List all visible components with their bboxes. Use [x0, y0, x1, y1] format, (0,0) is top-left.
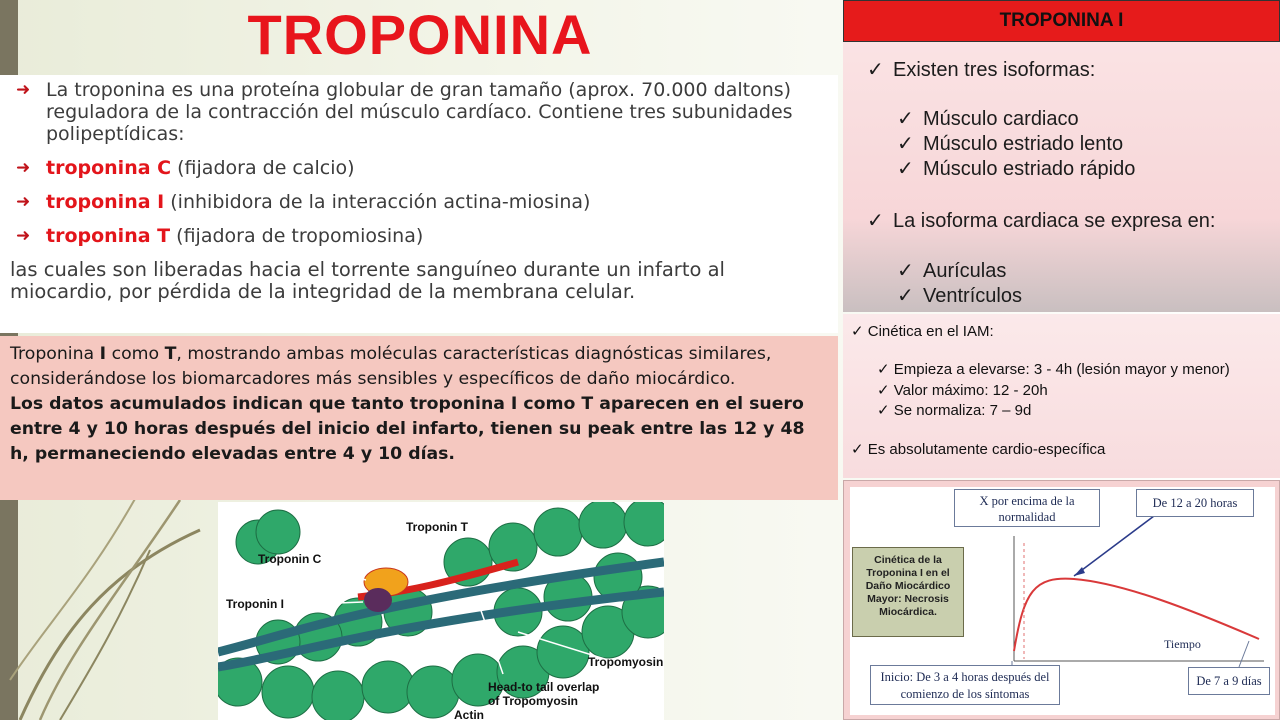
summary-text: Troponina I como T, mostrando ambas moléculas características diagnósticas similares, considerándose los biomarcadores más sensibles y específicos de daño miocárdico. — [10, 344, 772, 389]
troponina-i-panel — [843, 0, 1280, 312]
intro-bullet-0 — [10, 79, 824, 145]
check-icon: ✓ — [877, 402, 890, 419]
check-icon: ✓ — [897, 158, 914, 180]
arrow-bullet-icon: ➜ — [16, 158, 31, 178]
label-troponin-c: Troponin C — [258, 552, 322, 566]
arrow-bullet-icon: ➜ — [16, 80, 31, 100]
check-icon: ✓ — [851, 323, 864, 340]
isoforms-line: ✓ Existen tres isoformas: — [867, 59, 1096, 81]
isoform-slow: ✓ Músculo estriado lento — [897, 133, 1124, 155]
summary-box — [0, 336, 838, 500]
check-icon: ✓ — [851, 441, 864, 458]
kinetics-title: ✓ Cinética en el IAM: — [851, 323, 994, 340]
label-troponin-i: Troponin I — [226, 597, 284, 611]
kinetics-rise: ✓ Empieza a elevarse: 3 - 4h (lesión mayor y menor) — [877, 361, 1230, 378]
arrow-bullet-icon: ➜ — [16, 226, 31, 246]
check-icon: ✓ — [867, 210, 884, 232]
arrow-bullet-icon: ➜ — [16, 192, 31, 212]
intro-bullet-1 — [10, 157, 824, 179]
bullet-bold: troponina C — [46, 157, 172, 179]
onset-box: Inicio: De 3 a 4 horas después del comienzo de los síntomas — [870, 665, 1060, 705]
check-icon: ✓ — [867, 59, 884, 81]
label-overlap-1: Head-to tail overlap — [488, 680, 600, 694]
label-actin: Actin — [454, 708, 484, 720]
intro-section — [0, 75, 838, 333]
label-overlap-2: of Tropomyosin — [488, 694, 578, 708]
check-icon: ✓ — [877, 361, 890, 378]
expression-ventricles: ✓ Ventrículos — [897, 285, 1022, 307]
bullet-text: (fijadora de calcio) — [171, 157, 355, 179]
normalization-box: De 7 a 9 días — [1188, 667, 1270, 695]
troponina-i-header: TROPONINA I — [843, 0, 1280, 42]
kinetics-caption-box: Cinética de la Troponina I en el Daño Miocárdico Mayor: Necrosis Miocárdica. — [852, 547, 964, 637]
expression-line: ✓ La isoforma cardiaca se expresa en: — [867, 210, 1216, 232]
expression-atria: ✓ Aurículas — [897, 260, 1007, 282]
time-axis-label: Tiempo — [1164, 637, 1201, 651]
check-icon: ✓ — [897, 108, 914, 130]
label-troponin-t: Troponin T — [406, 520, 468, 534]
troponin-illustration — [218, 502, 664, 720]
kinetics-normalize: ✓ Se normaliza: 7 – 9d — [877, 402, 1032, 419]
label-tropomyosin: Tropomyosin — [588, 655, 664, 669]
slide-title: TROPONINA — [247, 3, 593, 66]
intro-closing: las cuales son liberadas hacia el torrente sanguíneo durante un infarto al miocardio, por pérdida de la integridad de la membrana celular. — [10, 258, 725, 303]
summary-bold-text: Los datos acumulados indican que tanto troponina I como T aparecen en el suero entre 4 y 10 horas después del inicio del infarto, tienen su peak entre las 12 y 48 h, permaneciendo elevadas entre 4 y 10 días. — [10, 394, 805, 464]
intro-bullet-2 — [10, 191, 824, 213]
check-icon: ✓ — [877, 382, 890, 399]
bullet-bold: troponina I — [46, 191, 165, 213]
check-icon: ✓ — [897, 133, 914, 155]
isoform-cardiac: ✓ Músculo cardiaco — [897, 108, 1079, 130]
peak-time-box: De 12 a 20 horas — [1136, 489, 1254, 517]
isoform-fast: ✓ Músculo estriado rápido — [897, 158, 1136, 180]
bullet-bold: troponina T — [46, 225, 171, 247]
check-icon: ✓ — [897, 285, 914, 307]
bullet-text: (fijadora de tropomiosina) — [170, 225, 424, 247]
kinetics-peak: ✓ Valor máximo: 12 - 20h — [877, 382, 1048, 399]
cardio-specific-line: ✓ Es absolutamente cardio-específica — [851, 441, 1106, 458]
intro-bullet-3 — [10, 225, 824, 247]
kinetics-diagram — [843, 480, 1280, 720]
kinetics-panel — [843, 314, 1280, 478]
check-icon: ✓ — [897, 260, 914, 282]
bullet-text: (inhibidora de la interacción actina-miosina) — [164, 191, 591, 213]
bullet-text: La troponina es una proteína globular de gran tamaño (aprox. 70.000 daltons) reguladora de la contracción del músculo cardíaco. Contiene tres subunidades polipeptídicas: — [46, 79, 793, 145]
above-normal-box: X por encima de la normalidad — [954, 489, 1100, 527]
